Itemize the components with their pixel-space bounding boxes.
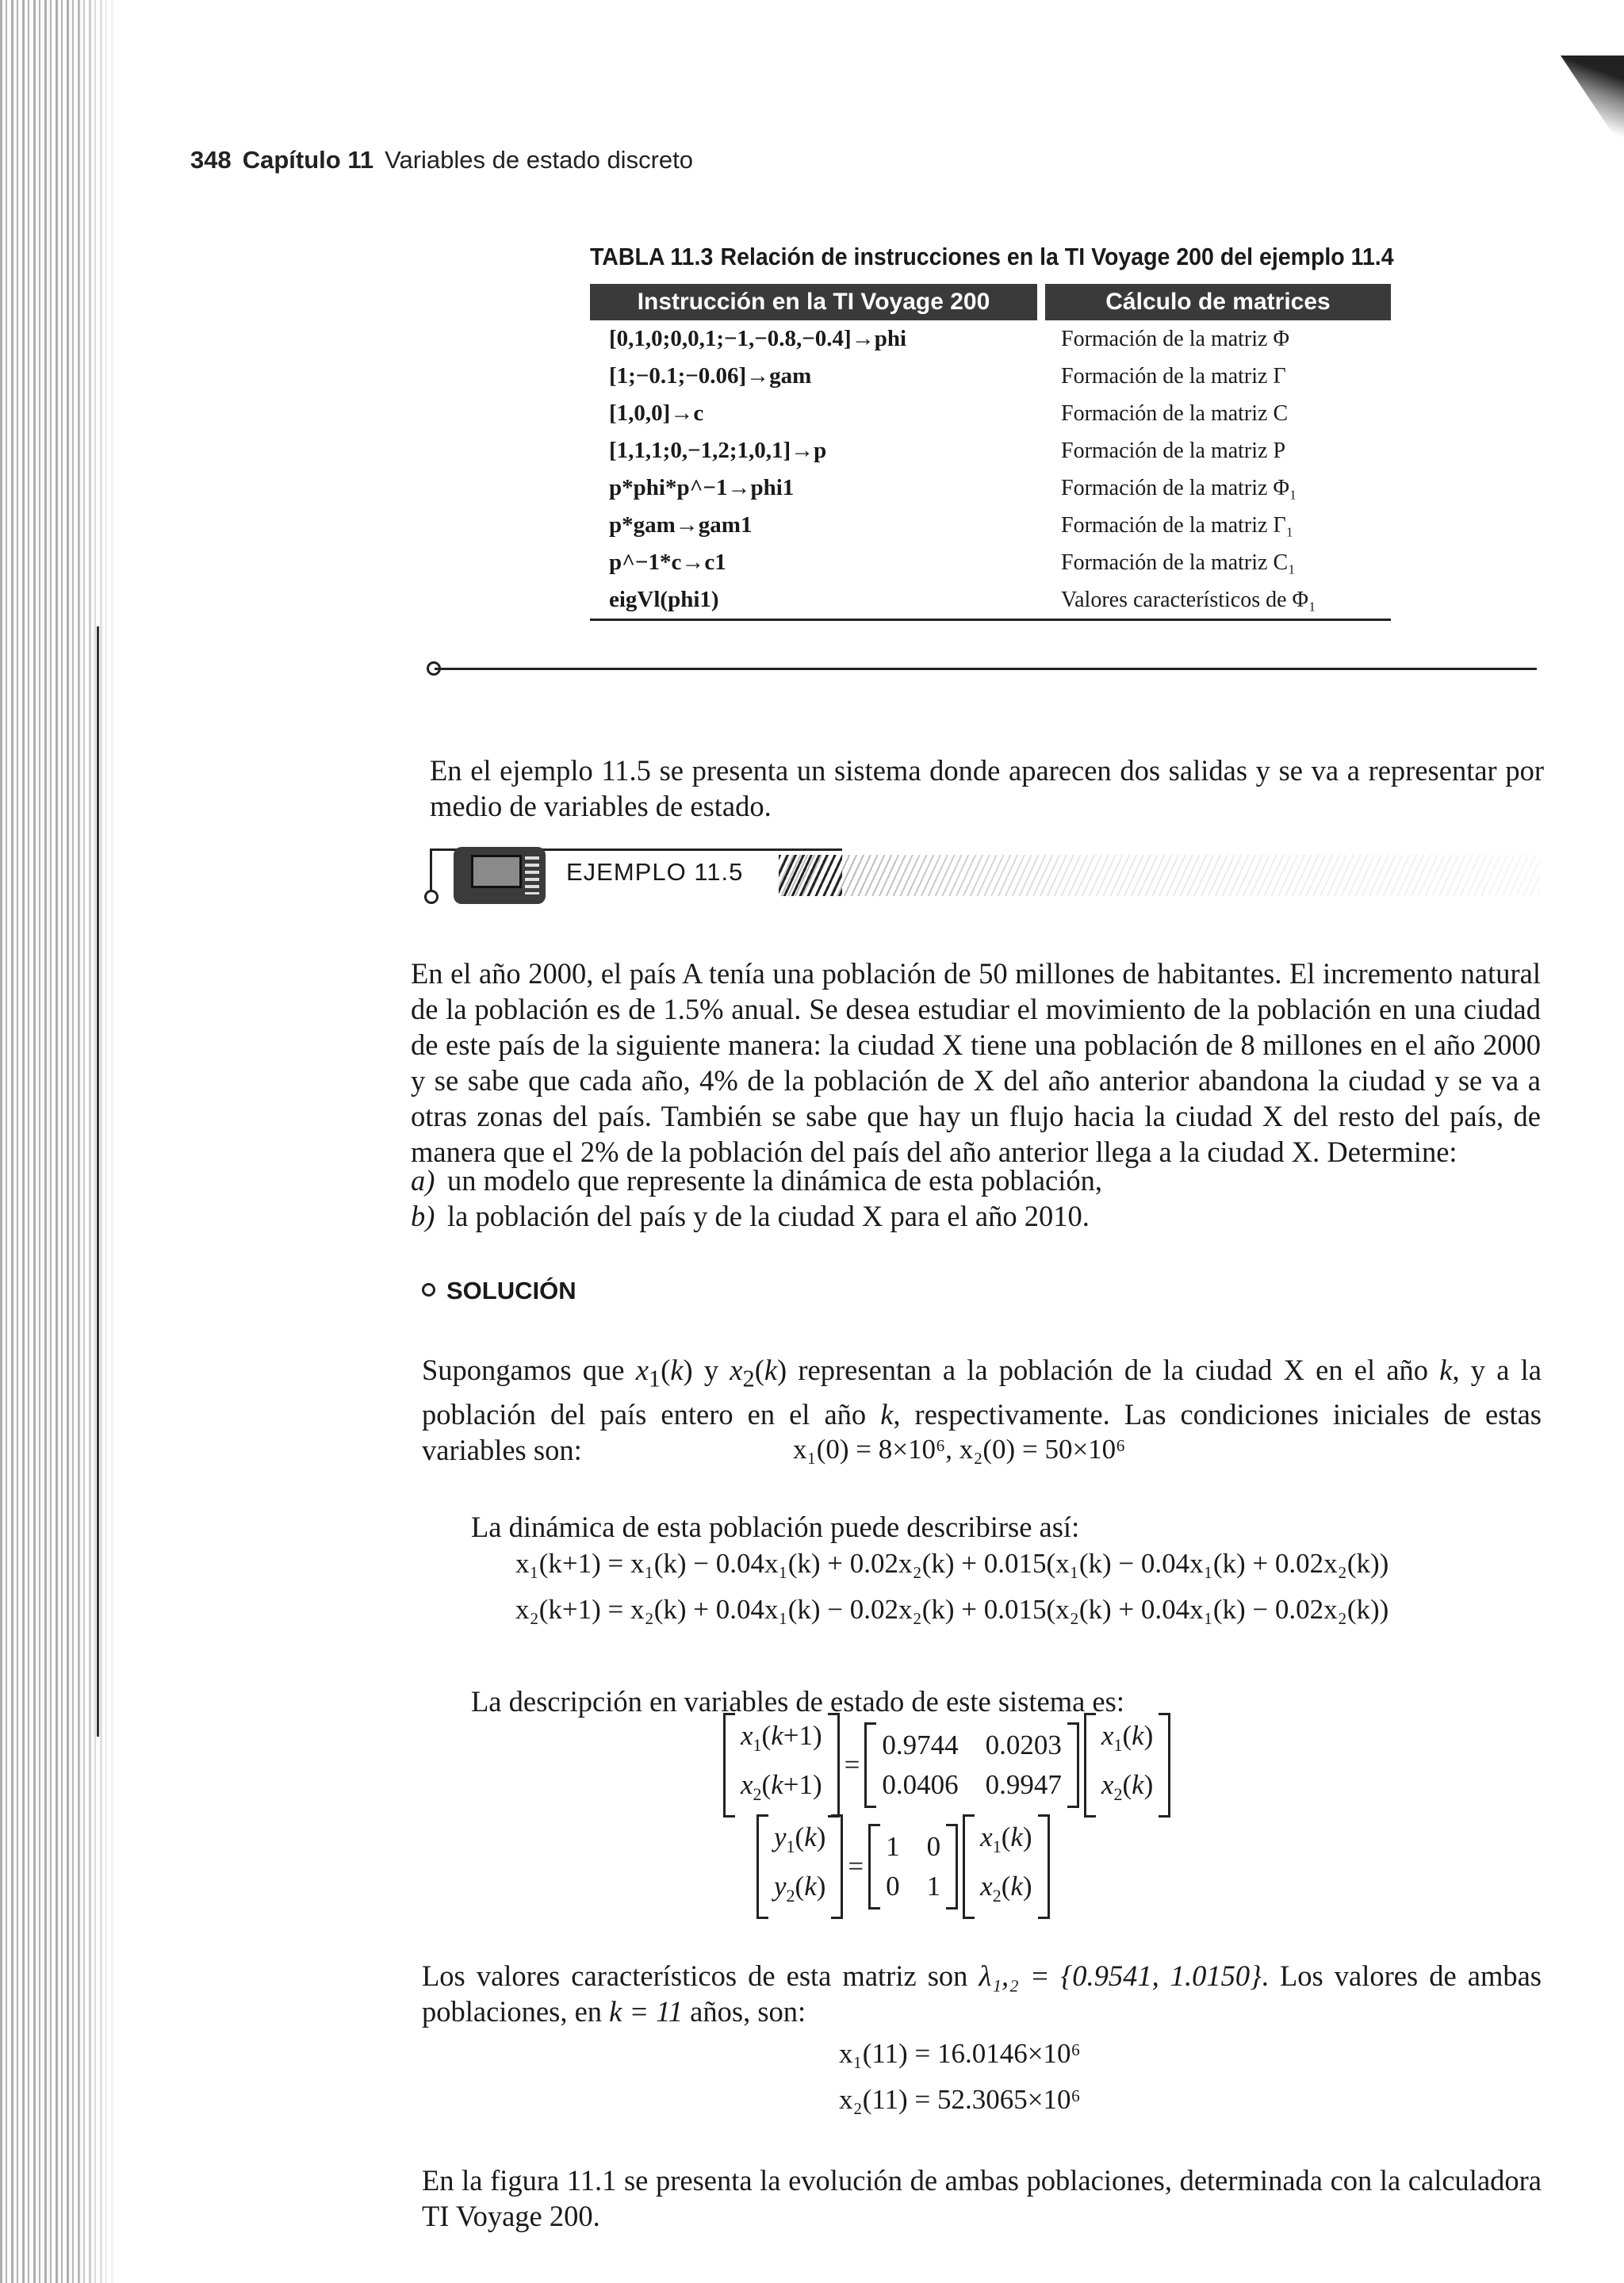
calculation-cell: Formación de la matriz Γ [1061,363,1286,389]
page-number: 348 [190,146,232,174]
equation-x2: x₂(k+1) = x₂(k) + 0.04x₁(k) − 0.02x₂(k) + 0.015(x₂(k) + 0.04x₁(k) − 0.02x₂(k)) [515,1594,1389,1625]
state-matrix: 0.9744 0.0203 0.0406 0.9947 [864,1722,1079,1808]
table-row [590,320,1391,358]
banner-hatch [779,855,1540,896]
result-x1: x₁(11) = 16.0146×10⁶ [839,2038,1081,2069]
eigenvalues: λ₁,₂ = {0.9541, 1.0150} [979,1959,1262,1992]
table-row [590,469,1391,507]
table-caption [590,243,1394,271]
table-row [590,358,1391,395]
table-row [590,581,1391,620]
output-vector: $y_1(k)$ $y_2(k)$ [756,1814,843,1919]
initial-conditions: x₁(0) = 8×10⁶, x₂(0) = 50×10⁶ [793,1434,1126,1465]
problem-items [411,1163,1102,1234]
calculator-icon [454,847,546,904]
list-item: a) un modelo que represente la dinámica de esta población, [411,1164,1103,1197]
calculation-cell: Formación de la matriz C [1061,400,1289,426]
table-row [590,507,1391,544]
calculation-cell: Formación de la matriz Φ₁ [1061,475,1297,500]
figure-reference-paragraph: En la figura 11.1 se presenta la evolución de ambas poblaciones, determinada con la calculadora TI Voyage 200. [422,2163,1542,2232]
example-banner [430,841,1540,904]
instruction-table [590,284,1391,621]
output-matrix: 1 0 0 1 [868,1824,958,1910]
table-label: TABLA 11.3 [590,243,714,270]
scan-margin-line [97,626,99,1737]
chapter-label: Capítulo 11 [242,146,374,174]
state-vector: $x_1(k)$ $x_2(k)$ [963,1814,1049,1919]
output-equation: $y_1(k)$ $y_2(k)$ = 1 0 0 1 $x_1(k)$ $x_2(k)$ [756,1814,1050,1919]
instruction-cell: p^−1*c→c1 [609,550,726,575]
section-divider [435,668,1537,670]
instruction-cell: p*phi*p^−1→phi1 [609,475,795,500]
table-row [590,544,1391,581]
table-header-instruction: Instrucción en la TI Voyage 200 [590,284,1037,320]
chapter-title: Variables de estado discreto [385,146,693,174]
intro-paragraph: En el ejemplo 11.5 se presenta un sistema donde aparecen dos salidas y se va a representar por medio de variables de estado. [430,753,1544,822]
state-vector-next: $x_1(k+1)$ $x_2(k+1)$ [723,1713,840,1818]
instruction-cell: [1,1,1;0,−1,2;1,0,1]→p [609,438,827,463]
calculation-cell: Valores característicos de Φ₁ [1045,581,1391,620]
problem-statement: En el año 2000, el país A tenía una población de 50 millones de habitantes. El incremento natural de la población es de 1.5% anual. Se desea estudiar el movimiento de la población en una ciudad de este país de la siguiente manera: la ciudad X tiene una población de 8 millones en el año 2000 y se sabe que cada año, 4% de la población de X del año anterior abandona la ciudad y se va a otras zonas del país. También se sabe que hay un flujo hacia la ciudad X del resto del país, de manera que el 2% de la población del país del año anterior llega a la ciudad X. Determine: [411,956,1541,1168]
calculation-cell: Formación de la matriz C₁ [1061,550,1296,575]
calculation-cell: Formación de la matriz P [1061,438,1286,463]
table-caption-text: Relación de instrucciones en la TI Voyage 200 del ejemplo 11.4 [720,243,1394,270]
calculation-cell: Formación de la matriz Φ [1061,326,1289,351]
instruction-cell: p*gam→gam1 [609,512,753,538]
scan-binding-edge [0,0,119,2283]
state-vector: $x_1(k)$ $x_2(k)$ [1084,1713,1170,1818]
example-title: EJEMPLO 11.5 [566,858,744,886]
state-description-intro: La descripción en variables de estado de este sistema es: [471,1684,1124,1718]
solution-heading: SOLUCIÓN [422,1277,576,1305]
dynamics-intro: La dinámica de esta población puede describirse así: [471,1510,1080,1543]
table-row [590,432,1391,469]
ring-icon [422,1283,435,1297]
instruction-cell: [0,1,0;0,0,1;−1,−0.8,−0.4]→phi [609,326,907,351]
running-header [190,146,693,174]
equation-x1: x₁(k+1) = x₁(k) − 0.04x₁(k) + 0.02x₂(k) + 0.015(x₁(k) − 0.04x₁(k) + 0.02x₂(k)) [515,1548,1389,1579]
solution-paragraph: Supongamos que $x_1(k)$ y $x_2(k)$ representan a la población de la ciudad X en el año k, y a la población del país entero en el año k, respectivamente. Las condiciones iniciales de estas variables son: [422,1353,1542,1466]
instruction-cell: eigVl(phi1) [590,581,1037,620]
eigenvalue-paragraph: Los valores característicos de esta matriz son λ₁,₂ = {0.9541, 1.0150}. Los valores de ambas poblaciones, en k = 11 años, son: [422,1959,1542,2028]
calculation-cell: Formación de la matriz Γ₁ [1061,512,1294,538]
state-equation: $x_1(k+1)$ $x_2(k+1)$ = 0.9744 0.0203 0.0406 0.9947 $x_1(k)$ $x_2(k)$ [723,1713,1170,1818]
result-x2: x₂(11) = 52.3065×10⁶ [839,2084,1081,2115]
instruction-cell: [1,0,0]→c [609,400,704,426]
page-corner-fold [1561,56,1624,151]
table-header-calculation: Cálculo de matrices [1045,284,1391,320]
table-row [590,395,1391,432]
list-item: b) la población del país y de la ciudad X para el año 2010. [411,1200,1090,1232]
instruction-cell: [1;−0.1;−0.06]→gam [609,363,812,389]
